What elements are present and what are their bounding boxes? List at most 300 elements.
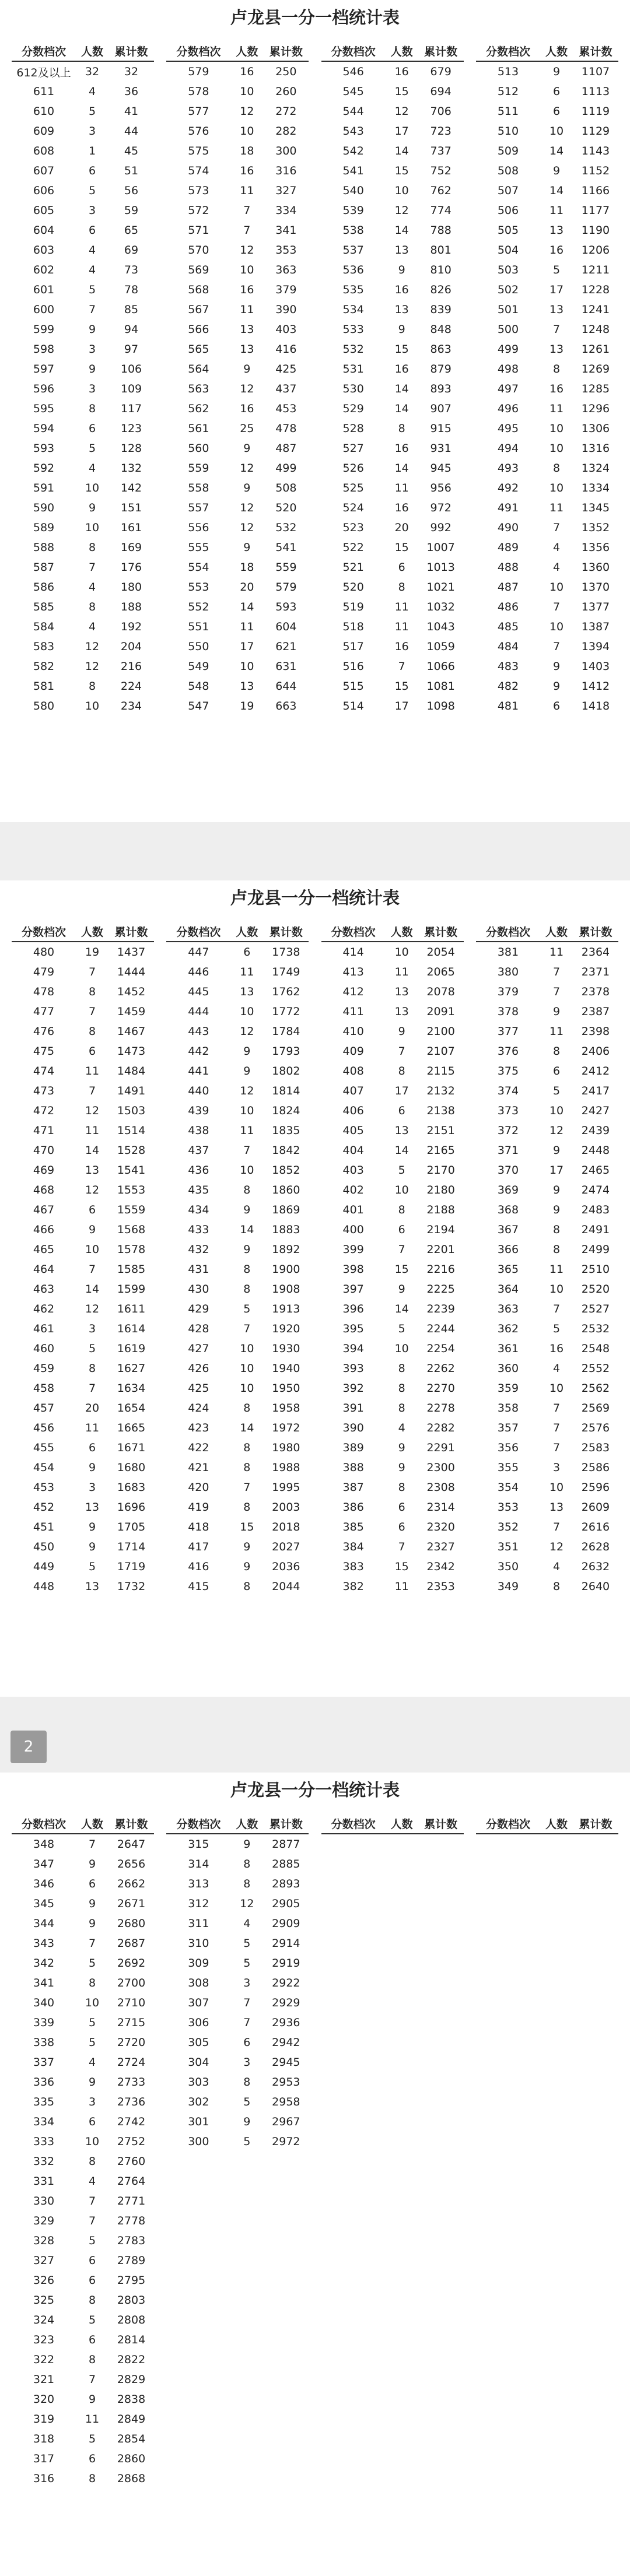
table-row	[166, 1894, 309, 1914]
cumulative-cell: 142	[120, 482, 142, 494]
count-cell: 13	[394, 1005, 409, 1018]
cumulative-cell: 1261	[581, 343, 610, 356]
table-row	[12, 2449, 154, 2469]
score-cell: 369	[497, 1184, 519, 1196]
score-cell: 448	[33, 1580, 55, 1593]
table-header	[321, 41, 464, 62]
score-cell: 357	[497, 1422, 519, 1434]
count-cell: 13	[549, 343, 564, 356]
score-cell: 441	[188, 1065, 209, 1078]
score-cell: 331	[33, 2175, 55, 2188]
header-cell: 分数档次	[331, 925, 376, 939]
table-row	[12, 1458, 154, 1477]
score-cell: 579	[188, 65, 209, 78]
table-row	[321, 1061, 464, 1081]
count-cell: 7	[243, 1481, 251, 1494]
cumulative-cell: 123	[120, 422, 142, 435]
cumulative-cell: 2132	[426, 1085, 455, 1097]
cumulative-cell: 282	[275, 125, 297, 138]
cumulative-cell: 2091	[426, 1005, 455, 1018]
count-cell: 11	[549, 501, 564, 514]
cumulative-cell: 1824	[272, 1104, 300, 1117]
score-cell: 426	[188, 1362, 209, 1375]
table-row	[12, 2052, 154, 2072]
table-row	[476, 82, 618, 101]
count-cell: 13	[85, 1164, 100, 1177]
count-cell: 12	[240, 1085, 254, 1097]
cumulative-cell: 1491	[117, 1085, 146, 1097]
table-row	[321, 320, 464, 339]
table-row	[166, 1160, 309, 1180]
table-row	[321, 121, 464, 141]
table-row	[166, 1101, 309, 1121]
score-cell: 553	[188, 581, 209, 594]
cumulative-cell: 2364	[581, 946, 610, 959]
score-cell: 452	[33, 1501, 55, 1514]
cumulative-cell: 1958	[272, 1402, 300, 1415]
cumulative-cell: 363	[275, 264, 297, 276]
cumulative-cell: 2036	[272, 1560, 300, 1573]
score-cell: 604	[33, 224, 55, 237]
table-row	[166, 82, 309, 101]
count-cell: 9	[552, 1184, 561, 1196]
count-cell: 10	[85, 700, 100, 713]
count-cell: 11	[394, 1580, 409, 1593]
cumulative-cell: 1119	[581, 105, 610, 118]
table-row	[166, 1418, 309, 1438]
score-cell: 461	[33, 1322, 55, 1335]
table-row	[166, 260, 309, 280]
cumulative-cell: 2165	[426, 1144, 455, 1157]
table-row	[321, 280, 464, 300]
score-cell: 407	[342, 1085, 364, 1097]
cumulative-cell: 2239	[426, 1303, 455, 1315]
count-cell: 6	[243, 946, 251, 959]
table-row	[166, 141, 309, 161]
count-cell: 11	[240, 303, 254, 316]
table-row	[12, 657, 154, 676]
count-cell: 7	[88, 2214, 96, 2227]
count-cell: 9	[552, 1144, 561, 1157]
cumulative-cell: 2262	[426, 1362, 455, 1375]
cumulative-cell: 801	[430, 244, 452, 257]
table-row	[166, 1121, 309, 1140]
count-cell: 8	[552, 1045, 561, 1058]
cumulative-cell: 41	[124, 105, 139, 118]
count-cell: 7	[88, 1005, 96, 1018]
cumulative-cell: 2814	[117, 2333, 146, 2346]
count-cell: 17	[394, 125, 409, 138]
table-row	[12, 320, 154, 339]
table-row	[12, 339, 154, 359]
count-cell: 6	[88, 2333, 96, 2346]
score-cell: 354	[497, 1481, 519, 1494]
table-row	[12, 280, 154, 300]
score-cell: 612及以上	[16, 66, 71, 79]
count-cell: 9	[243, 541, 251, 554]
count-cell: 9	[243, 363, 251, 375]
count-cell: 13	[85, 1580, 100, 1593]
count-cell: 9	[552, 164, 561, 177]
score-cell: 556	[188, 521, 209, 534]
table-row	[321, 1517, 464, 1537]
page-gap	[0, 1697, 630, 1773]
count-cell: 11	[549, 204, 564, 217]
table-row	[12, 1299, 154, 1319]
cumulative-cell: 631	[275, 660, 297, 673]
score-cell: 314	[188, 1858, 209, 1870]
score-cell: 348	[33, 1838, 55, 1851]
score-cell: 559	[188, 462, 209, 475]
count-cell: 12	[85, 1184, 100, 1196]
table-row	[321, 1557, 464, 1577]
score-cell: 486	[497, 601, 519, 613]
count-cell: 11	[549, 1263, 564, 1276]
table-row	[12, 538, 154, 557]
table-row	[12, 1537, 154, 1557]
cumulative-cell: 78	[124, 283, 139, 296]
cumulative-cell: 2829	[117, 2373, 146, 2386]
table-row	[321, 260, 464, 280]
score-cell: 423	[188, 1422, 209, 1434]
count-cell: 10	[549, 581, 564, 594]
count-cell: 7	[398, 660, 405, 673]
table-row	[12, 1973, 154, 1993]
table-row	[321, 1002, 464, 1022]
count-cell: 10	[549, 1104, 564, 1117]
score-cell: 346	[33, 1877, 55, 1890]
cumulative-cell: 2170	[426, 1164, 455, 1177]
cumulative-cell: 706	[430, 105, 452, 118]
score-cell: 380	[497, 966, 519, 978]
table-row	[166, 399, 309, 419]
cumulative-cell: 1869	[272, 1203, 300, 1216]
score-cell: 428	[188, 1322, 209, 1335]
table-row	[12, 1220, 154, 1240]
cumulative-cell: 1514	[117, 1124, 146, 1137]
score-cell: 567	[188, 303, 209, 316]
table-section-2	[0, 880, 630, 1697]
cumulative-cell: 1972	[272, 1422, 300, 1434]
count-cell: 11	[240, 620, 254, 633]
cumulative-cell: 2596	[581, 1481, 610, 1494]
count-cell: 16	[240, 65, 254, 78]
score-cell: 425	[188, 1382, 209, 1395]
score-cell: 359	[497, 1382, 519, 1395]
count-cell: 6	[398, 561, 405, 574]
table-row	[321, 1319, 464, 1339]
score-cell: 603	[33, 244, 55, 257]
count-cell: 5	[88, 184, 96, 197]
table-row	[321, 101, 464, 121]
count-cell: 8	[88, 2294, 96, 2307]
score-cell: 582	[33, 660, 55, 673]
score-cell: 332	[33, 2155, 55, 2168]
cumulative-cell: 2736	[117, 2096, 146, 2108]
table-column-block	[476, 41, 618, 716]
cumulative-cell: 1377	[581, 601, 610, 613]
score-cell: 323	[33, 2333, 55, 2346]
count-cell: 9	[398, 264, 405, 276]
table-row	[12, 1041, 154, 1061]
table-row	[12, 1953, 154, 1973]
count-cell: 14	[85, 1144, 100, 1157]
score-cell: 315	[188, 1838, 209, 1851]
score-cell: 457	[33, 1402, 55, 1415]
count-cell: 8	[88, 2472, 96, 2485]
table-row	[12, 2171, 154, 2191]
count-cell: 7	[243, 2016, 251, 2029]
table-row	[321, 300, 464, 320]
table-row	[166, 320, 309, 339]
count-cell: 18	[240, 561, 254, 574]
table-row	[166, 2052, 309, 2072]
count-cell: 10	[549, 1481, 564, 1494]
count-cell: 19	[240, 700, 254, 713]
table-row	[476, 1319, 618, 1339]
table-title: 卢龙县一分一档统计表	[230, 888, 400, 908]
table-row	[476, 676, 618, 696]
cumulative-cell: 826	[430, 283, 452, 296]
count-cell: 13	[394, 985, 409, 998]
count-cell: 15	[394, 680, 409, 693]
score-cell: 424	[188, 1402, 209, 1415]
count-cell: 5	[88, 2234, 96, 2247]
score-cell: 542	[342, 145, 364, 157]
score-cell: 492	[497, 482, 519, 494]
table-header	[321, 1813, 464, 1834]
table-row	[166, 1359, 309, 1378]
count-cell: 9	[243, 1838, 251, 1851]
score-cell: 371	[497, 1144, 519, 1157]
table-row	[476, 1002, 618, 1022]
header-cell: 累计数	[579, 45, 612, 58]
table-row	[476, 498, 618, 518]
cumulative-cell: 1665	[117, 1422, 146, 1434]
cumulative-cell: 2378	[581, 985, 610, 998]
table-row	[166, 2033, 309, 2052]
score-cell: 306	[188, 2016, 209, 2029]
table-column-block	[321, 41, 464, 716]
cumulative-cell: 1671	[117, 1441, 146, 1454]
count-cell: 1	[88, 145, 96, 157]
cumulative-cell: 1913	[272, 1303, 300, 1315]
score-cell: 436	[188, 1164, 209, 1177]
score-cell: 502	[497, 283, 519, 296]
table-row	[166, 359, 309, 379]
table-row	[321, 1359, 464, 1378]
score-cell: 455	[33, 1441, 55, 1454]
table-row	[476, 1180, 618, 1200]
table-row	[166, 300, 309, 320]
score-cell: 310	[188, 1937, 209, 1950]
count-cell: 13	[394, 244, 409, 257]
table-row	[476, 1398, 618, 1418]
cumulative-cell: 2914	[272, 1937, 300, 1950]
cumulative-cell: 2662	[117, 1877, 146, 1890]
count-cell: 8	[243, 1263, 251, 1276]
count-cell: 6	[398, 1501, 405, 1514]
count-cell: 10	[240, 85, 254, 98]
table-row	[476, 557, 618, 577]
cumulative-cell: 1248	[581, 323, 610, 336]
count-cell: 10	[394, 1342, 409, 1355]
cumulative-cell: 2406	[581, 1045, 610, 1058]
cumulative-cell: 2308	[426, 1481, 455, 1494]
table-row	[321, 557, 464, 577]
score-cell: 498	[497, 363, 519, 375]
cumulative-cell: 679	[430, 65, 452, 78]
cumulative-cell: 2532	[581, 1322, 610, 1335]
table-row	[12, 181, 154, 201]
cumulative-cell: 151	[120, 501, 142, 514]
cumulative-cell: 437	[275, 382, 297, 395]
table-row	[12, 82, 154, 101]
count-cell: 15	[394, 343, 409, 356]
header-cell: 分数档次	[485, 1817, 530, 1831]
count-cell: 7	[552, 966, 561, 978]
cumulative-cell: 508	[275, 482, 297, 494]
cumulative-cell: 234	[120, 700, 142, 713]
count-cell: 7	[243, 1996, 251, 2009]
cumulative-cell: 579	[275, 581, 297, 594]
score-cell: 484	[497, 640, 519, 653]
cumulative-cell: 2942	[272, 2036, 300, 2049]
count-cell: 10	[549, 442, 564, 455]
cumulative-cell: 353	[275, 244, 297, 257]
table-row	[476, 1061, 618, 1081]
cumulative-cell: 1306	[581, 422, 610, 435]
score-cell: 393	[342, 1362, 364, 1375]
count-cell: 12	[85, 1303, 100, 1315]
score-cell: 342	[33, 1957, 55, 1970]
count-cell: 7	[552, 521, 561, 534]
cumulative-cell: 2849	[117, 2413, 146, 2426]
cumulative-cell: 2027	[272, 1540, 300, 1553]
table-row	[476, 1557, 618, 1577]
table-row	[12, 1140, 154, 1160]
table-section-3	[0, 1773, 630, 2576]
cumulative-cell: 2687	[117, 1937, 146, 1950]
cumulative-cell: 593	[275, 601, 297, 613]
cumulative-cell: 2320	[426, 1521, 455, 1533]
header-cell: 人数	[236, 925, 258, 939]
cumulative-cell: 2576	[581, 1422, 610, 1434]
cumulative-cell: 1528	[117, 1144, 146, 1157]
table-row	[476, 1041, 618, 1061]
table-row	[12, 1894, 154, 1914]
table-column-block	[321, 1813, 464, 2489]
score-cell: 501	[497, 303, 519, 316]
cumulative-cell: 2552	[581, 1362, 610, 1375]
cumulative-cell: 1098	[426, 700, 455, 713]
score-cell: 465	[33, 1243, 55, 1256]
table-row	[476, 1517, 618, 1537]
count-cell: 16	[549, 244, 564, 257]
count-cell: 9	[398, 1461, 405, 1474]
count-cell: 10	[394, 1184, 409, 1196]
table-row	[166, 1537, 309, 1557]
cumulative-cell: 2054	[426, 946, 455, 959]
count-cell: 19	[85, 946, 100, 959]
header-cell: 分数档次	[331, 1817, 376, 1831]
cumulative-cell: 2692	[117, 1957, 146, 1970]
count-cell: 4	[88, 2056, 96, 2069]
cumulative-cell: 132	[120, 462, 142, 475]
score-cell: 595	[33, 402, 55, 415]
score-cell: 520	[342, 581, 364, 594]
cumulative-cell: 2314	[426, 1501, 455, 1514]
count-cell: 4	[552, 541, 561, 554]
cumulative-cell: 1387	[581, 620, 610, 633]
cumulative-cell: 863	[430, 343, 452, 356]
header-cell: 人数	[80, 1817, 103, 1831]
table-row	[166, 962, 309, 982]
cumulative-cell: 2188	[426, 1203, 455, 1216]
cumulative-cell: 2680	[117, 1917, 146, 1930]
table-row	[12, 2231, 154, 2251]
score-cell: 580	[33, 700, 55, 713]
cumulative-cell: 2609	[581, 1501, 610, 1514]
table-header	[12, 41, 154, 62]
score-cell: 575	[188, 145, 209, 157]
count-cell: 8	[398, 1382, 405, 1395]
count-cell: 20	[85, 1402, 100, 1415]
header-cell: 累计数	[269, 45, 303, 58]
cumulative-cell: 1316	[581, 442, 610, 455]
score-cell: 565	[188, 343, 209, 356]
score-cell: 488	[497, 561, 519, 574]
table-header	[476, 921, 618, 942]
score-cell: 516	[342, 660, 364, 673]
score-cell: 420	[188, 1481, 209, 1494]
count-cell: 8	[552, 1243, 561, 1256]
count-cell: 14	[394, 382, 409, 395]
count-cell: 9	[398, 323, 405, 336]
cumulative-cell: 1394	[581, 640, 610, 653]
table-row	[476, 1022, 618, 1041]
table-row	[321, 339, 464, 359]
count-cell: 9	[88, 323, 96, 336]
table-row	[166, 2072, 309, 2092]
cumulative-cell: 1403	[581, 660, 610, 673]
cumulative-cell: 1190	[581, 224, 610, 237]
cumulative-cell: 774	[430, 204, 452, 217]
count-cell: 5	[88, 105, 96, 118]
table-row	[476, 1259, 618, 1279]
count-cell: 12	[85, 660, 100, 673]
score-cell: 513	[497, 65, 519, 78]
table-row	[476, 657, 618, 676]
score-cell: 479	[33, 966, 55, 978]
cumulative-cell: 224	[120, 680, 142, 693]
count-cell: 10	[85, 482, 100, 494]
cumulative-cell: 1467	[117, 1025, 146, 1038]
cumulative-cell: 2822	[117, 2353, 146, 2366]
score-cell: 593	[33, 442, 55, 455]
count-cell: 10	[394, 946, 409, 959]
count-cell: 16	[394, 363, 409, 375]
table-column-block	[321, 921, 464, 1596]
cumulative-cell: 36	[124, 85, 139, 98]
score-cell: 399	[342, 1243, 364, 1256]
score-cell: 363	[497, 1303, 519, 1315]
score-cell: 551	[188, 620, 209, 633]
count-cell: 5	[398, 1322, 405, 1335]
table-row	[12, 1398, 154, 1418]
score-cell: 447	[188, 946, 209, 959]
score-cell: 362	[497, 1322, 519, 1335]
